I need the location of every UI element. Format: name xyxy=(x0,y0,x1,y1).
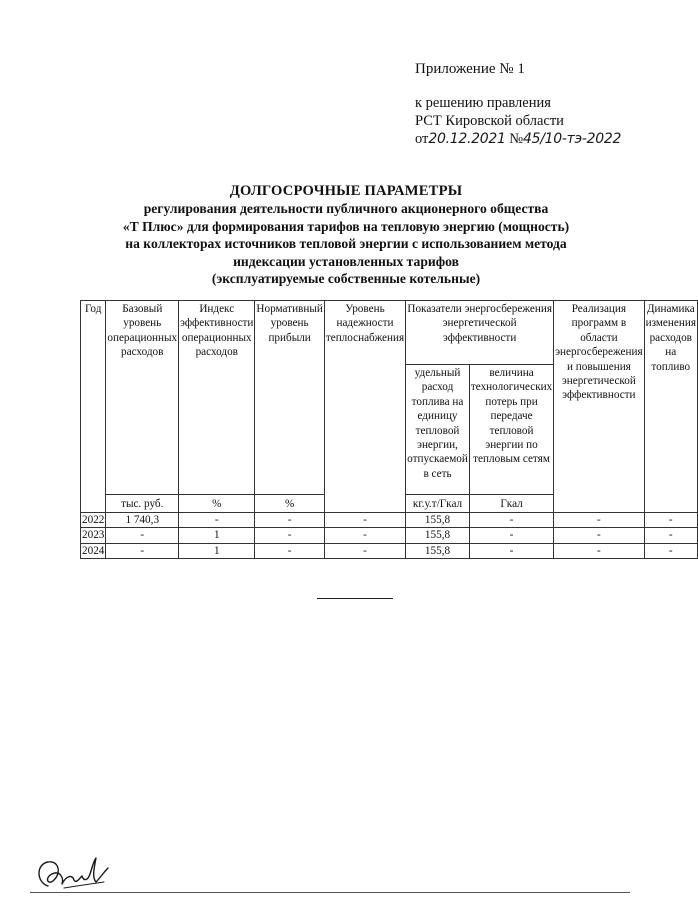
from-prefix: от xyxy=(415,131,429,147)
header-profit-level: Нормативный уровень прибыли xyxy=(255,301,324,495)
cell-reliability: - xyxy=(324,528,405,543)
decision-line-2: РСТ Кировской области xyxy=(415,113,564,129)
parameters-table xyxy=(80,300,698,559)
title-line: «Т Плюс» для формирования тарифов на тепловую энергию (мощность) xyxy=(122,218,570,234)
header-base-opex: Базовый уровень операционных расходов xyxy=(106,301,179,495)
bottom-rule xyxy=(30,892,630,893)
table-row xyxy=(81,513,698,528)
cell-base-opex: 1 740,3 xyxy=(106,513,179,528)
cell-profit-level: - xyxy=(255,528,324,543)
handwritten-date: 20.12.2021 xyxy=(428,131,506,147)
cell-efficiency-index: 1 xyxy=(179,543,255,558)
cell-fuel-dynamics: - xyxy=(644,543,697,558)
cell-programs: - xyxy=(554,513,644,528)
cell-heat-losses: - xyxy=(469,543,553,558)
cell-fuel-dynamics: - xyxy=(644,528,697,543)
cell-base-opex: - xyxy=(106,543,179,558)
cell-year: 2024 xyxy=(82,544,105,557)
header-fuel-dynamics: Динамика изменения расходов на топливо xyxy=(644,301,697,513)
title-line: (эксплуатируемые собственные котельные) xyxy=(211,271,481,287)
header-energy-saving-group: Показатели энергосбережения энергетической эффективности xyxy=(406,301,554,365)
cell-fuel-dynamics: - xyxy=(644,513,697,528)
closing-rule xyxy=(317,598,393,599)
cell-fuel-consumption: 155,8 xyxy=(406,528,470,543)
cell-efficiency-index: - xyxy=(179,513,255,528)
cell-heat-losses: - xyxy=(469,513,553,528)
table-row xyxy=(81,543,698,558)
unit-base-opex: тыс. руб. xyxy=(106,495,179,513)
unit-fuel-consumption: кг.у.т/Гкал xyxy=(406,495,470,513)
cell-heat-losses: - xyxy=(469,528,553,543)
header-programs: Реализация программ в области энергосбережения и повышения энергетической эффективности xyxy=(554,301,644,513)
unit-efficiency-index: % xyxy=(179,495,255,513)
cell-fuel-consumption: 155,8 xyxy=(406,513,470,528)
cell-profit-level: - xyxy=(255,513,324,528)
cell-reliability: - xyxy=(324,543,405,558)
cell-year: 2022 xyxy=(82,514,105,526)
cell-year: 2023 xyxy=(82,529,105,542)
signature-icon xyxy=(34,848,124,901)
cell-reliability: - xyxy=(324,513,405,528)
cell-programs: - xyxy=(554,528,644,543)
header-year: Год xyxy=(81,301,106,513)
document-title xyxy=(60,183,632,287)
cell-profit-level: - xyxy=(255,543,324,558)
table-row xyxy=(81,528,698,543)
number-prefix: № xyxy=(509,131,524,147)
header-efficiency-index: Индекс эффективности операционных расходов xyxy=(179,301,255,495)
cell-fuel-consumption: 155,8 xyxy=(406,543,470,558)
unit-heat-losses: Гкал xyxy=(469,495,553,513)
annex-number: Приложение № 1 xyxy=(415,61,525,77)
title-main: ДОЛГОСРОЧНЫЕ ПАРАМЕТРЫ xyxy=(229,183,463,199)
decision-date-number xyxy=(415,130,630,148)
annex-block xyxy=(415,60,630,148)
decision-line-1: к решению правления xyxy=(415,95,551,111)
header-reliability: Уровень надежности теплоснабжения xyxy=(324,301,405,513)
title-line: регулирования деятельности публичного акционерного общества xyxy=(143,201,549,217)
title-line: индексации установленных тарифов xyxy=(233,253,459,269)
header-heat-losses: величина технологических потерь при передаче тепловой энергии по тепловым сетям xyxy=(469,365,553,495)
cell-programs: - xyxy=(554,543,644,558)
cell-base-opex: - xyxy=(106,528,179,543)
cell-efficiency-index: 1 xyxy=(179,528,255,543)
unit-profit-level: % xyxy=(255,495,324,513)
title-line: на коллекторах источников тепловой энергии с использованием метода xyxy=(125,236,567,252)
handwritten-decision-number: 45/10-тэ-2022 xyxy=(523,131,622,147)
header-fuel-consumption: удельный расход топлива на единицу тепловой энергии, отпускаемой в сеть xyxy=(406,365,470,495)
